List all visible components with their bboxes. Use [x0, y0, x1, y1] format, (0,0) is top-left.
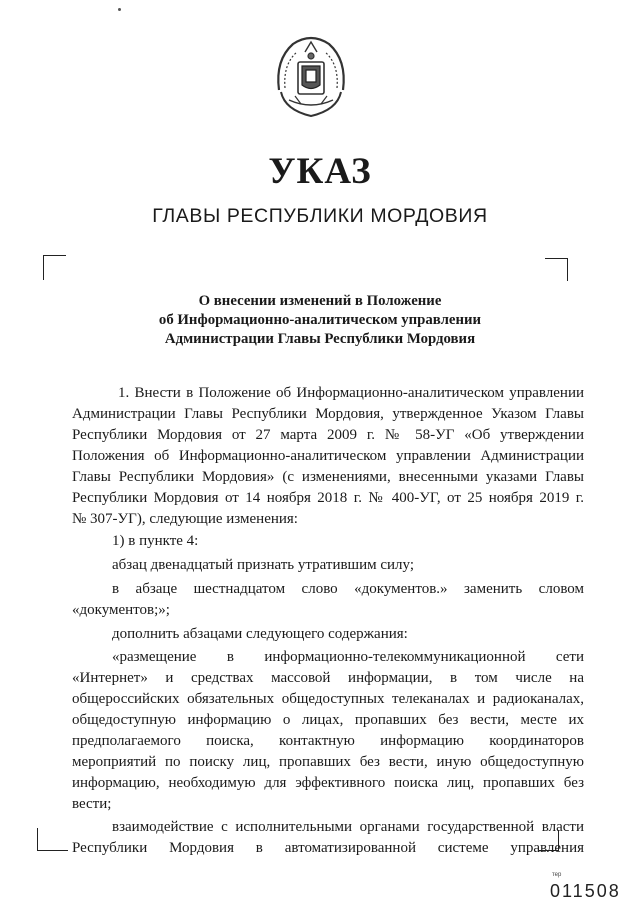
- text-line: 1) в пункте 4:: [112, 533, 199, 549]
- text-line: дополнить абзацами следующего содержания:: [112, 626, 408, 642]
- text-line: Республики Мордовия в автоматизированной системе управления: [72, 840, 584, 856]
- text-line: абзац двенадцатый признать утратившим силу;: [112, 557, 415, 573]
- corner-mark-top-left: [43, 255, 66, 280]
- text-line: «документов;»;: [72, 602, 170, 618]
- text-line: Республики Мордовия от 14 ноября 2018 г. № 400-УГ, от 25 ноября 2019 г.: [72, 490, 584, 506]
- text-line: Главы Республики Мордовия» (с изменениями, внесенными указами Главы: [72, 469, 584, 485]
- corner-mark-bottom-left: [37, 828, 68, 851]
- text-line: мероприятий по поиску лиц, пропавших без вести, иную общедоступную: [72, 754, 584, 770]
- text-line: «размещение в информационно-телекоммуникационной сети: [112, 649, 584, 665]
- paragraph: [72, 817, 584, 859]
- heading-line: Администрации Главы Республики Мордовия: [164, 331, 476, 347]
- text-line: в абзаце шестнадцатом слово «документов.» заменить словом: [112, 581, 584, 597]
- text-line: Администрации Главы Республики Мордовия, утвержденное Указом Главы: [72, 406, 584, 422]
- text-line: взаимодействие с исполнительными органами государственной власти: [112, 819, 584, 835]
- heading-line: об Информационно-аналитическом управлении: [158, 312, 482, 328]
- scan-speck: [118, 8, 121, 11]
- paragraph: [72, 531, 584, 552]
- paragraph: [72, 555, 584, 576]
- paragraph: [72, 624, 584, 645]
- corner-mark-bottom-right: [538, 830, 559, 851]
- text-line: информацию, необходимую для эффективного поиска лиц, пропавших без: [72, 775, 584, 791]
- paragraph: [72, 647, 584, 815]
- text-line: вести;: [72, 796, 112, 812]
- text-line: общероссийских обязательных общедоступных телеканалах и радиоканалах,: [72, 691, 584, 707]
- decree-heading: [120, 292, 520, 349]
- form-serial-number: 011508: [550, 881, 621, 901]
- decree-subtitle: ГЛАВЫ РЕСПУБЛИКИ МОРДОВИЯ: [152, 205, 488, 227]
- paragraph: [72, 579, 584, 621]
- text-line: предполагаемого поиска, контактную информацию координаторов: [72, 733, 584, 749]
- heading-line: О внесении изменений в Положение: [198, 293, 442, 309]
- text-line: общедоступную информацию о лицах, пропавших без вести, месте их: [72, 712, 584, 728]
- text-line: Республики Мордовия от 27 марта 2009 г. № 58-УГ «Об утверждении: [72, 427, 584, 443]
- text-line: 1. Внести в Положение об Информационно-аналитическом управлении: [118, 385, 584, 401]
- text-line: № 307-УГ), следующие изменения:: [72, 511, 298, 527]
- corner-mark-top-right: [545, 258, 568, 281]
- decree-title: УКАЗ: [268, 151, 372, 192]
- coat-of-arms-emblem: [271, 30, 351, 122]
- text-line: Положения об Информационно-аналитическом управлении Администрации: [72, 448, 584, 464]
- text-line: «Интернет» и средствах массовой информации, в том числе на: [72, 670, 584, 686]
- footer-mark: тер: [552, 872, 562, 878]
- paragraph: [72, 383, 584, 530]
